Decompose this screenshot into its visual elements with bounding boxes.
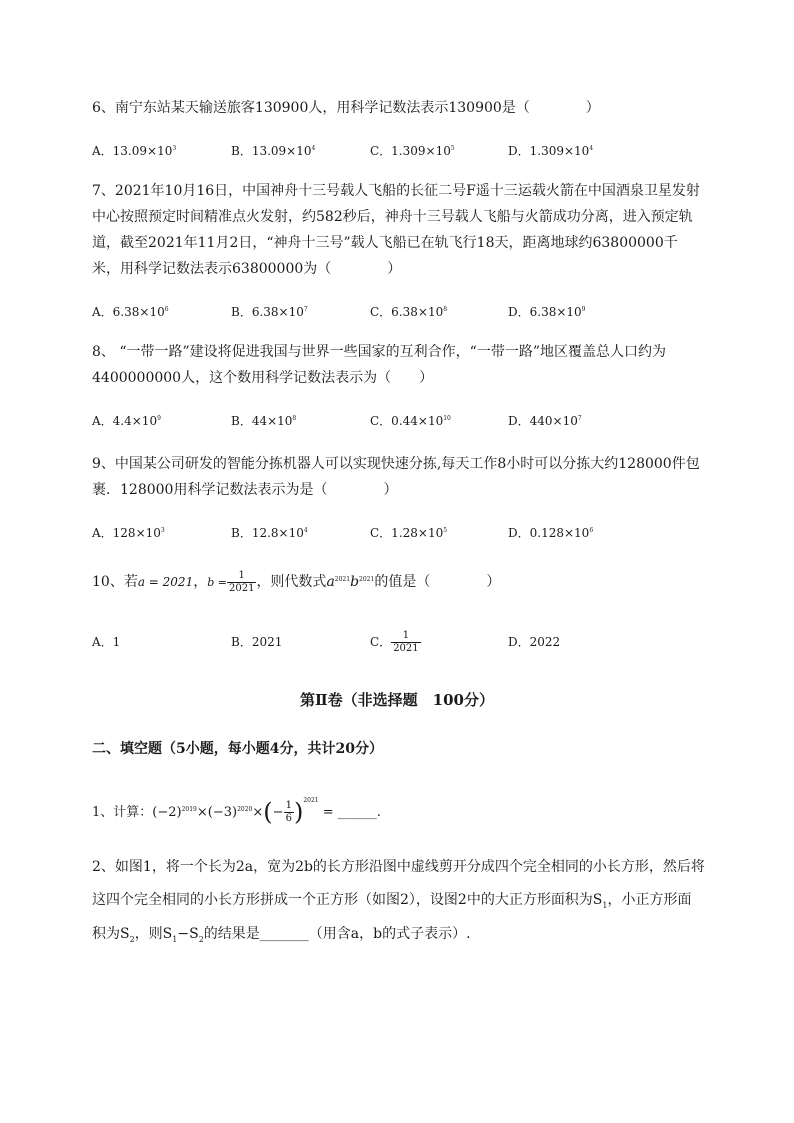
- f1-frac-numerator: 1: [285, 800, 292, 811]
- question-6-stem: 6、南宁东站某天输送旅客130900人，用科学记数法表示130900是（ ）: [92, 100, 600, 116]
- q10-b-equation: b =: [207, 576, 227, 589]
- f1-exp-3: 2021: [303, 797, 319, 804]
- f1-neg: −: [272, 805, 284, 820]
- q10-option-b[interactable]: B．2021: [231, 635, 283, 649]
- q10-expr-a: a: [326, 574, 335, 590]
- q10-prefix: 10、若: [92, 574, 138, 590]
- q8-option-b[interactable]: B．$44\times 10^8$: [231, 414, 297, 428]
- q10-option-c-denominator: 2021: [393, 643, 419, 654]
- question-9-line-1: 9、中国某公司研发的智能分拣机器人可以实现快速分拣,每天工作8小时可以分拣大约128000件包: [92, 456, 700, 472]
- question-7-options: [92, 303, 712, 323]
- q6-option-a[interactable]: A．$13.09\times 10^3$: [92, 144, 177, 158]
- q7-option-c[interactable]: C．$6.38\times 10^8$: [370, 305, 448, 319]
- question-7-line-1: 7、2021年10月16日，中国神舟十三号载人飞船的长征二号F遥十三运载火箭在中国酒泉卫星发射: [92, 183, 700, 199]
- f1-fraction: [284, 800, 294, 825]
- q10-option-c-numerator: 1: [391, 630, 420, 643]
- q10-a-equation: a = 2021: [137, 575, 194, 589]
- f2-line3-minus: −S: [177, 926, 199, 942]
- q8-option-c[interactable]: C．$0.44\times 10^{10}$: [370, 414, 451, 428]
- f1-exp-1: 2019: [181, 806, 197, 813]
- q10-option-c-fraction: [391, 630, 420, 655]
- f2-line3-sub-a: 1: [172, 934, 178, 944]
- q9-option-c[interactable]: C．$1.28\times 10^5$: [370, 526, 448, 540]
- question-8-line-1: 8、 “一带一路”建设将促进我国与世界一些国家的互利合作，“一带一路”地区覆盖总人口约为: [92, 344, 666, 360]
- q10-exp-a: 2021: [334, 576, 351, 583]
- f1-term-2: (−3): [207, 805, 238, 820]
- question-10-options: [92, 626, 712, 658]
- f1-times-2: ×: [252, 805, 264, 820]
- question-7-line-3: 道，截至2021年11月2日，“神舟十三号”载人飞船已在轨飞行18天，距离地球约63800000千: [92, 235, 678, 251]
- f1-times-1: ×: [196, 805, 208, 820]
- fill-question-1: [92, 794, 381, 831]
- q10-b-numerator: 1: [227, 570, 256, 583]
- fill-blank-section-title: 二、填空题（5小题，每小题4分，共计20分）: [92, 741, 383, 757]
- f2-line2-tail: ，小正方形面: [607, 892, 692, 908]
- f1-frac-denominator: 6: [285, 813, 292, 824]
- f1-exp-2: 2020: [237, 806, 253, 813]
- q10-exp-b: 2021: [359, 576, 375, 583]
- question-8-options: [92, 412, 712, 432]
- q10-option-c[interactable]: [370, 626, 421, 658]
- q8-option-d[interactable]: D．$440\times 10^7$: [508, 414, 582, 428]
- f2-line2-text: 这四个完全相同的小长方形拼成一个正方形（如图2），设图2中的大正方形面积为S: [92, 892, 603, 908]
- fill-question-2-line-2: [92, 890, 692, 916]
- q10-b-denominator: 2021: [228, 582, 255, 594]
- f1-right-paren: ): [293, 798, 304, 826]
- f2-line3-text: 积为S: [92, 926, 130, 942]
- q10-b-fraction: [227, 570, 256, 595]
- q7-option-b[interactable]: B．$6.38\times 10^7$: [231, 305, 308, 319]
- f2-line3-sub-b: 2: [198, 934, 204, 944]
- q9-option-b[interactable]: B．$12.8\times 10^4$: [231, 526, 308, 540]
- f2-line3-mid: ，则S: [134, 926, 173, 942]
- q7-option-a[interactable]: A．$6.38\times 10^6$: [92, 305, 169, 319]
- question-7-line-4: 米，用科学记数法表示63800000为（ ）: [92, 261, 402, 277]
- question-6-options: [92, 142, 712, 162]
- question-8-line-2: 4400000000人，这个数用科学记数法表示为（ ）: [92, 370, 434, 386]
- f1-answer-blank[interactable]: = ______.: [318, 805, 381, 820]
- q9-option-d[interactable]: D．$0.128\times 10^6$: [508, 526, 594, 540]
- q10-option-c-label: C．: [370, 635, 392, 649]
- question-9-line-2: 裹．128000用科学记数法表示为是（ ）: [92, 482, 398, 498]
- f2-line2-sub: 1: [602, 900, 608, 910]
- f1-left-paren: (: [263, 798, 273, 826]
- q10-suffix: 的值是（ ）: [374, 574, 501, 590]
- question-10-stem: [92, 568, 500, 597]
- q10-separator: ，: [193, 574, 208, 590]
- part-2-title: 第Ⅱ卷（非选择题 100分）: [300, 691, 494, 709]
- fill-question-2-line-1: 2、如图1，将一个长为2a，宽为2b的长方形沿图中虚线剪开分成四个完全相同的小长方形，然后将: [92, 859, 705, 875]
- f1-prefix: 1、计算：: [92, 805, 153, 820]
- f2-answer-blank[interactable]: 的结果是_______（用含a，b的式子表示）.: [203, 926, 471, 942]
- q10-expr-b: b: [350, 574, 360, 590]
- fill-question-2-line-3: [92, 924, 471, 950]
- q6-option-d[interactable]: D．$1.309\times 10^4$: [508, 144, 594, 158]
- q7-option-d[interactable]: D．$6.38\times 10^9$: [508, 305, 586, 319]
- q6-option-b[interactable]: B．$13.09\times 10^4$: [231, 144, 316, 158]
- q9-option-a[interactable]: A．$128\times 10^3$: [92, 526, 165, 540]
- q10-option-d[interactable]: D．2022: [508, 635, 561, 649]
- q10-option-a[interactable]: A．1: [92, 635, 121, 649]
- q10-mid-text: ，则代数式: [256, 574, 327, 590]
- question-7-line-2: 中心按照预定时间精准点火发射，约582秒后，神舟十三号载人飞船与火箭成功分离，进入预定轨: [92, 209, 693, 225]
- q8-option-a[interactable]: A．$4.4\times 10^9$: [92, 414, 161, 428]
- f1-term-1: (−2): [152, 805, 182, 820]
- f2-line3-sub: 2: [129, 934, 135, 944]
- question-9-options: [92, 524, 712, 544]
- q6-option-c[interactable]: C．$1.309\times 10^5$: [370, 144, 455, 158]
